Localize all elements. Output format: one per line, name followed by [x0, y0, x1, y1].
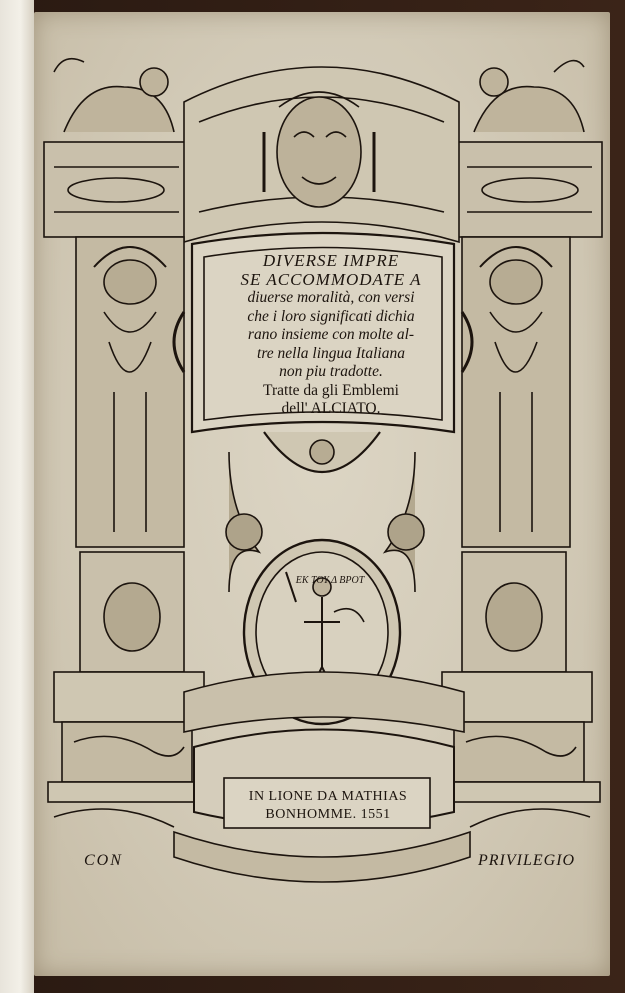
title-line: DIVERSE IMPRE — [262, 251, 400, 270]
title-line: Tratte da gli Emblemi — [263, 381, 399, 399]
title-line: non piu tradotte. — [279, 363, 383, 380]
facing-page-edge — [0, 0, 34, 993]
title-line: tre nella lingua Italiana — [257, 344, 405, 362]
medal-inscription: EK ΤΟΥ Δ ΒΡΟΤ — [295, 575, 365, 586]
woodcut-frame-illustration — [34, 12, 610, 976]
title-line: dell' ALCIATO. — [281, 400, 381, 417]
printer-imprint — [230, 788, 426, 824]
title-line: che i loro significati dichia — [247, 307, 415, 325]
privilege-left-text: CON — [84, 852, 123, 869]
imprint-line: IN LIONE DA MATHIAS — [248, 789, 408, 804]
title-cartouche — [206, 252, 456, 419]
imprint-line: BONHOMME. 1551 — [265, 807, 391, 822]
title-page — [34, 12, 610, 976]
title-line: diuerse moralità, con versi — [247, 289, 415, 306]
title-line: rano insieme con molte al- — [247, 326, 415, 343]
title-line: SE ACCOMMODATE A — [240, 269, 422, 289]
privilege-right-text: PRIVILEGIO — [478, 852, 576, 869]
